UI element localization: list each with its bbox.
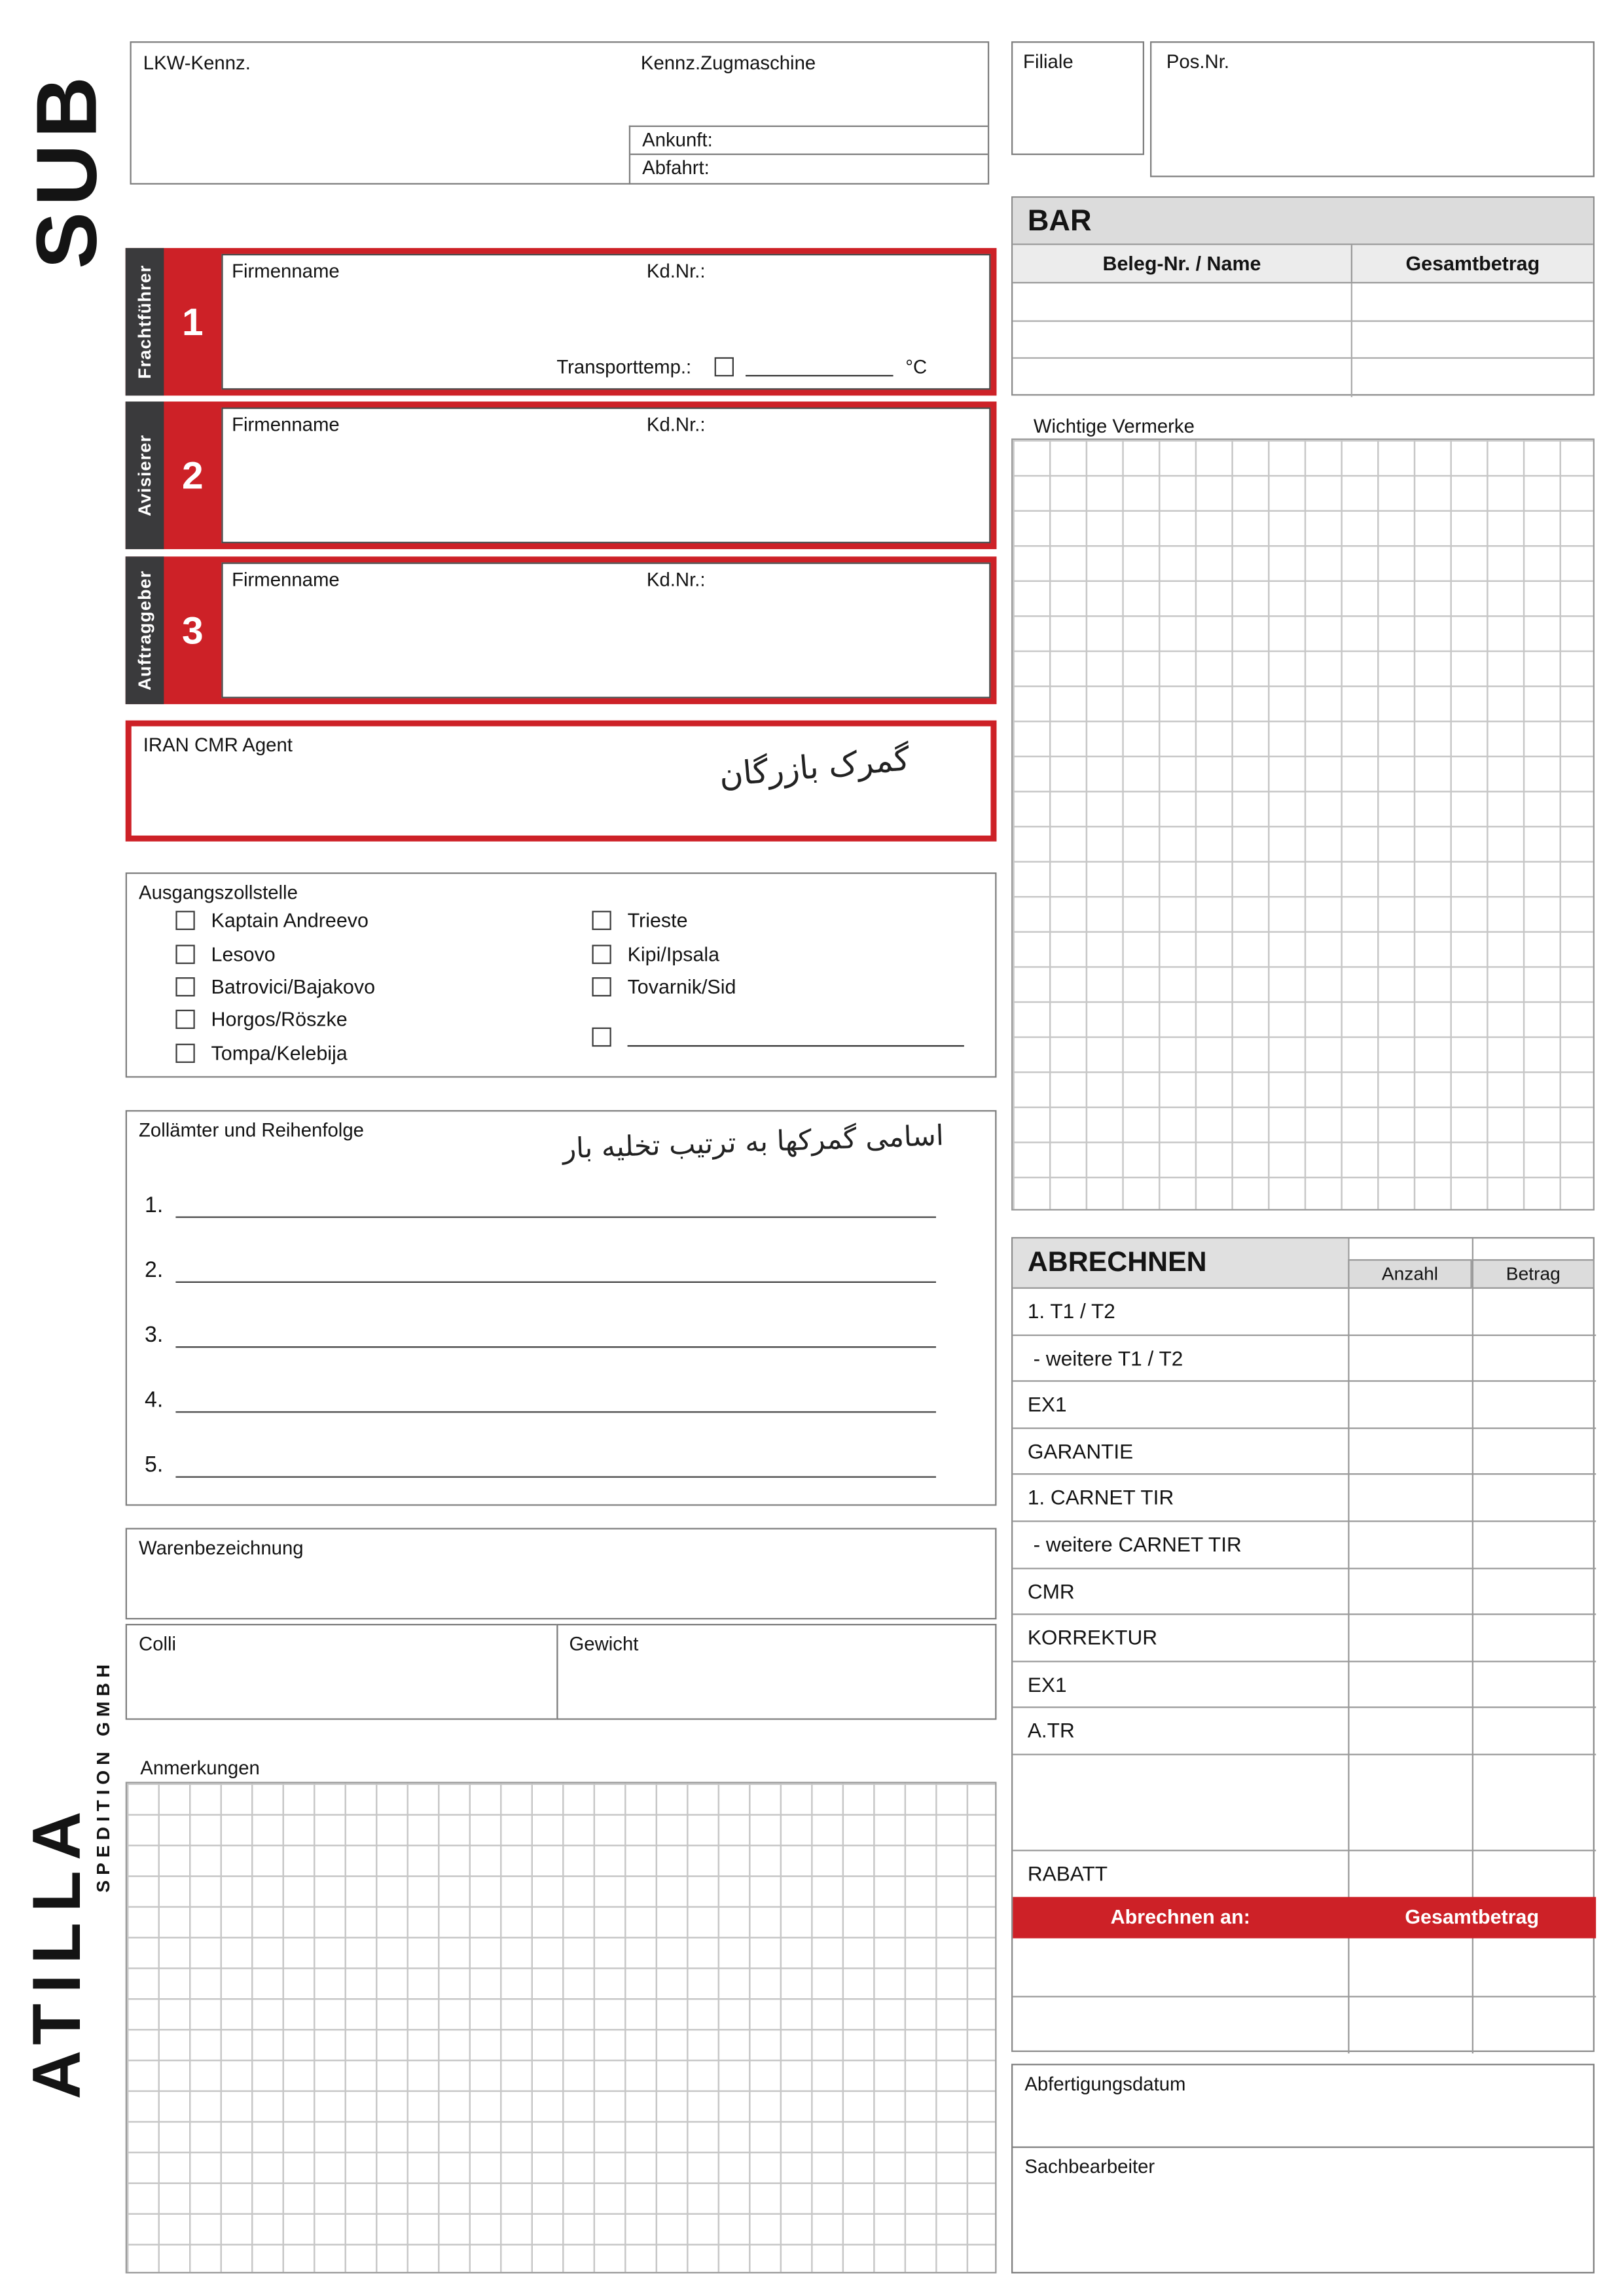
row-label: CMR xyxy=(1027,1579,1075,1603)
colli-label: Colli xyxy=(139,1632,177,1655)
beleg-nr-name-header: Beleg-Nr. / Name xyxy=(1013,245,1352,281)
firmenname-label: Firmenname xyxy=(232,413,340,436)
checkbox xyxy=(592,911,611,930)
avisierer-strip xyxy=(126,401,164,549)
sub-logo: SUB xyxy=(19,70,115,270)
bar-row xyxy=(1013,283,1593,321)
section-number-1: 1 xyxy=(182,298,204,344)
abrechnen-title: ABRECHNEN xyxy=(1013,1238,1348,1289)
kdnr-label: Kd.Nr.: xyxy=(646,568,706,591)
bar-title: BAR xyxy=(1013,198,1593,245)
zollstelle-option: Trieste xyxy=(627,909,688,932)
bar-table xyxy=(1011,196,1595,395)
celsius-label: °C xyxy=(905,355,928,378)
transporttemp-checkbox xyxy=(715,357,734,376)
iran-agent-handwriting: گمرک بازرگان xyxy=(717,742,911,795)
abrechnen-row xyxy=(1013,1382,1596,1429)
ausgangszollstelle-label: Ausgangszollstelle xyxy=(139,881,298,904)
abrechnen-row xyxy=(1013,1662,1596,1708)
firmenname-label: Firmenname xyxy=(232,259,340,282)
checkbox-item-other xyxy=(592,1028,964,1047)
checkbox xyxy=(175,1010,194,1029)
abrechnen-row xyxy=(1013,1708,1596,1755)
zollstelle-option: Kipi/Ipsala xyxy=(627,943,720,966)
checkbox xyxy=(175,911,194,930)
checkbox-item xyxy=(175,976,375,998)
lkw-kennz-box xyxy=(130,41,989,185)
write-line xyxy=(175,1217,935,1218)
ankunft-abfahrt-box xyxy=(629,126,988,184)
avisierer-role-label: Avisierer xyxy=(134,434,155,516)
checkbox-item xyxy=(175,1009,347,1031)
sachbearbeiter-box xyxy=(1011,2146,1595,2273)
auftraggeber-strip xyxy=(126,556,164,704)
write-line xyxy=(175,1282,935,1283)
row-label: 1. CARNET TIR xyxy=(1027,1485,1174,1510)
transporttemp-row xyxy=(556,356,927,378)
atilla-logo: ATILLA xyxy=(18,1801,95,2100)
anmerkungen-label: Anmerkungen xyxy=(140,1757,260,1779)
pos-nr-label: Pos.Nr. xyxy=(1166,50,1229,73)
line-number: 4. xyxy=(145,1388,164,1413)
row-label: 1. T1 / T2 xyxy=(1027,1299,1115,1323)
iran-cmr-agent-box xyxy=(126,721,997,842)
firmenname-label: Firmenname xyxy=(232,568,340,591)
zollamt-line-1 xyxy=(145,1183,935,1218)
anmerkungen-grid xyxy=(126,1782,997,2273)
checkbox xyxy=(175,945,194,964)
write-line xyxy=(175,1411,935,1412)
wichtige-vermerke-label: Wichtige Vermerke xyxy=(1033,414,1195,437)
warenbezeichnung-box xyxy=(126,1528,997,1619)
wichtige-vermerke-grid xyxy=(1011,439,1595,1211)
zollaemter-label: Zollämter und Reihenfolge xyxy=(139,1119,364,1141)
kennz-zugmaschine-label: Kennz.Zugmaschine xyxy=(640,51,816,74)
section-number-2: 2 xyxy=(182,452,204,497)
filiale-label: Filiale xyxy=(1023,50,1074,73)
checkbox xyxy=(592,945,611,964)
line-number: 5. xyxy=(145,1452,164,1478)
section-auftraggeber xyxy=(126,556,997,704)
checkbox-item xyxy=(175,1042,347,1064)
zollstelle-option: Lesovo xyxy=(211,943,276,966)
frachtfuehrer-fields xyxy=(221,254,990,390)
gewicht-label: Gewicht xyxy=(569,1632,639,1655)
row-label: GARANTIE xyxy=(1027,1439,1134,1463)
row-label: KORREKTUR xyxy=(1027,1625,1158,1649)
pos-nr-box xyxy=(1150,41,1595,177)
abrechnen-row xyxy=(1013,1475,1596,1522)
ankunft-label: Ankunft: xyxy=(642,128,713,151)
abfertigungsdatum-box xyxy=(1011,2064,1595,2148)
checkbox-item xyxy=(592,943,719,965)
zollaemter-box xyxy=(126,1110,997,1505)
auftraggeber-fields xyxy=(221,562,990,698)
checkbox xyxy=(592,977,611,996)
sachbearbeiter-label: Sachbearbeiter xyxy=(1024,2155,1155,2178)
transporttemp-label: Transporttemp.: xyxy=(556,355,692,378)
anzahl-header: Anzahl xyxy=(1348,1259,1471,1289)
row-label: EX1 xyxy=(1027,1672,1067,1696)
kdnr-label: Kd.Nr.: xyxy=(646,413,706,436)
abfahrt-label: Abfahrt: xyxy=(642,156,710,179)
frachtfuehrer-strip xyxy=(126,248,164,396)
zollstelle-option: Batrovici/Bajakovo xyxy=(211,975,376,998)
bar-row xyxy=(1013,321,1593,359)
auftraggeber-role-label: Auftraggeber xyxy=(134,570,155,691)
zollaemter-handwriting: اسامی گمرکها به ترتیب تخلیه بار xyxy=(562,1119,944,1166)
avisierer-fields xyxy=(221,408,990,544)
betrag-header: Betrag xyxy=(1472,1259,1595,1289)
zollamt-line-3 xyxy=(145,1312,935,1348)
gewicht-box xyxy=(556,1624,996,1720)
zollstelle-option: Tovarnik/Sid xyxy=(627,975,736,998)
checkbox-item xyxy=(592,976,736,998)
rabatt-row xyxy=(1013,1850,1596,1897)
gesamtbetrag-header: Gesamtbetrag xyxy=(1405,252,1540,275)
row-label: A.TR xyxy=(1027,1719,1075,1743)
spedition-gmbh-label: SPEDITION GMBH xyxy=(93,1659,114,1893)
section-frachtfuehrer xyxy=(126,248,997,396)
frachtfuehrer-role-label: Frachtführer xyxy=(134,264,155,379)
row-label: - weitere T1 / T2 xyxy=(1027,1346,1183,1370)
iran-cmr-agent-label: IRAN CMR Agent xyxy=(143,733,293,756)
abrechnen-an-bar xyxy=(1013,1897,1596,1938)
abrechnen-row xyxy=(1013,1569,1596,1615)
lkw-kennz-label: LKW-Kennz. xyxy=(143,51,251,74)
abrechnen-table xyxy=(1011,1237,1595,2052)
zollamt-line-4 xyxy=(145,1377,935,1412)
abrechnen-an-label: Abrechnen an: xyxy=(1110,1905,1250,1928)
zollamt-line-5 xyxy=(145,1443,935,1478)
write-line xyxy=(628,1028,964,1047)
abrechnen-row xyxy=(1013,1522,1596,1568)
zollamt-line-2 xyxy=(145,1247,935,1283)
checkbox-item xyxy=(175,909,369,931)
section-avisierer xyxy=(126,401,997,549)
ausgangszollstelle-box xyxy=(126,872,997,1078)
abrechnen-row xyxy=(1013,1335,1596,1382)
checkbox xyxy=(175,1044,194,1063)
rabatt-label: RABATT xyxy=(1027,1861,1108,1886)
row-divider xyxy=(1013,1996,1596,1997)
transporttemp-write-line xyxy=(746,357,894,376)
row-label: - weitere CARNET TIR xyxy=(1027,1532,1242,1556)
line-number: 1. xyxy=(145,1193,164,1218)
checkbox-item xyxy=(592,909,687,931)
row-label: EX1 xyxy=(1027,1392,1067,1416)
line-number: 3. xyxy=(145,1322,164,1348)
section-number-3: 3 xyxy=(182,607,204,652)
zollstelle-option: Horgos/Röszke xyxy=(211,1008,348,1031)
gesamtbetrag-label: Gesamtbetrag xyxy=(1405,1905,1540,1928)
warenbezeichnung-label: Warenbezeichnung xyxy=(139,1536,304,1559)
zollstelle-option: Tompa/Kelebija xyxy=(211,1042,348,1065)
colli-box xyxy=(126,1624,558,1720)
kdnr-label: Kd.Nr.: xyxy=(646,259,706,282)
abrechnen-row xyxy=(1013,1289,1596,1335)
bar-row xyxy=(1013,359,1593,397)
write-line xyxy=(175,1346,935,1348)
abfertigungsdatum-label: Abfertigungsdatum xyxy=(1024,2072,1186,2095)
abrechnen-row xyxy=(1013,1615,1596,1662)
checkbox xyxy=(175,977,194,996)
filiale-box xyxy=(1011,41,1144,155)
checkbox xyxy=(592,1028,611,1047)
write-line xyxy=(175,1477,935,1478)
checkbox-item xyxy=(175,943,275,965)
zollstelle-option: Kaptain Andreevo xyxy=(211,909,369,932)
bar-column-headers xyxy=(1013,245,1593,283)
abrechnen-row xyxy=(1013,1429,1596,1475)
line-number: 2. xyxy=(145,1257,164,1283)
